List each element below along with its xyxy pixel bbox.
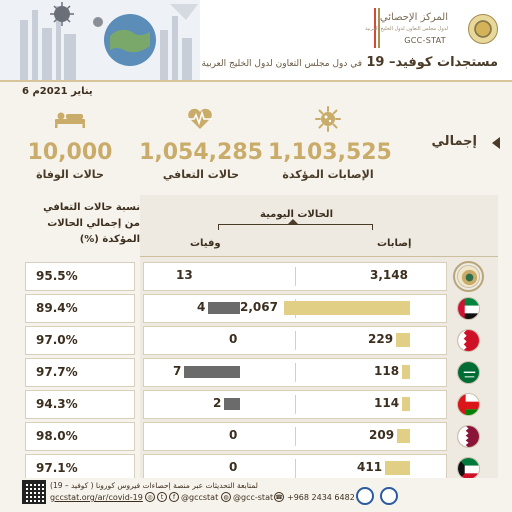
deaths-value: 0 bbox=[229, 460, 238, 474]
recovered-total: 1,054,285 bbox=[139, 140, 263, 165]
recovery-rate-value: 97.1% bbox=[36, 461, 78, 475]
confirmed-label: الإصابات المؤكدة bbox=[282, 168, 374, 181]
deaths-value: 7 bbox=[173, 364, 182, 378]
cases-bar bbox=[385, 461, 410, 475]
footer-url-link[interactable]: gccstat.org/ar/covid-19 bbox=[50, 493, 143, 502]
header-banner bbox=[0, 0, 512, 82]
report-date: 6 يناير 2021م bbox=[22, 86, 93, 97]
column-separator bbox=[295, 331, 296, 350]
org-name-ar: المركز الإحصائي bbox=[379, 12, 448, 23]
footer-note: لمتابعة التحديثات عبر منصة إحصاءات فيروس كورونا ( كوفيد – 19) bbox=[50, 481, 258, 490]
table-row bbox=[0, 358, 512, 387]
cases-bar bbox=[402, 397, 410, 411]
partner-badge-icon bbox=[356, 487, 374, 505]
table-row bbox=[0, 422, 512, 451]
phone-icon[interactable]: ☎ bbox=[275, 494, 283, 501]
header-bracket bbox=[218, 224, 373, 230]
deaths-value: 0 bbox=[229, 428, 238, 442]
website-icon[interactable]: ◍ bbox=[221, 492, 231, 502]
recovery-rate-value: 95.5% bbox=[36, 269, 78, 283]
pointer-triangle-icon bbox=[492, 137, 500, 149]
recovery-rate-value: 97.0% bbox=[36, 333, 78, 347]
recovery-rate-header: نسبة حالات التعافي من إجمالي الحالات المؤكدة (%) bbox=[43, 202, 140, 245]
recovered-label: حالات التعافي bbox=[162, 168, 240, 181]
recovery-rate-cell bbox=[25, 326, 135, 355]
cases-value: 229 bbox=[368, 332, 394, 346]
facebook-icon[interactable]: f bbox=[169, 492, 179, 502]
phone-number: +968 2434 6482 bbox=[287, 493, 355, 502]
deaths-value: 2 bbox=[213, 396, 222, 410]
twitter-icon[interactable]: t bbox=[157, 492, 167, 502]
recovery-rate-cell bbox=[25, 358, 135, 387]
cases-bar bbox=[397, 429, 410, 443]
partner-badge-icon bbox=[380, 487, 398, 505]
deaths-value: 13 bbox=[176, 268, 193, 282]
table-row bbox=[0, 262, 512, 291]
website-handle: @gcc-stat bbox=[233, 493, 274, 502]
page-subtitle: في دول مجلس التعاون لدول الخليج العربية bbox=[201, 59, 362, 69]
recovery-rate-value: 94.3% bbox=[36, 397, 78, 411]
table-row bbox=[0, 326, 512, 355]
column-separator bbox=[295, 363, 296, 382]
confirmed-total: 1,103,525 bbox=[268, 140, 392, 165]
qr-code-icon bbox=[22, 480, 46, 504]
cases-value: 3,148 bbox=[370, 268, 408, 282]
deaths-label: حالات الوفاة bbox=[36, 168, 104, 181]
instagram-icon[interactable]: ◎ bbox=[145, 492, 155, 502]
patient-bed-icon bbox=[50, 104, 90, 134]
header-rule bbox=[140, 256, 498, 257]
virus-icon bbox=[308, 104, 348, 134]
recovery-rate-value: 98.0% bbox=[36, 429, 78, 443]
recovery-rate-cell bbox=[25, 422, 135, 451]
gcc-flag-icon bbox=[457, 265, 480, 288]
column-separator bbox=[295, 427, 296, 446]
cases-value: 114 bbox=[374, 396, 400, 410]
recovery-rate-cell bbox=[25, 390, 135, 419]
deaths-column-header: وفيات bbox=[190, 238, 221, 249]
cases-value: 2,067 bbox=[240, 300, 278, 314]
deaths-bar bbox=[208, 302, 240, 314]
table-row bbox=[0, 294, 512, 323]
kuwait-flag-icon bbox=[457, 457, 480, 480]
org-name-en: GCC-STAT bbox=[404, 36, 446, 45]
gcc-stat-logo bbox=[358, 6, 498, 56]
social-handle: @gccstat bbox=[181, 493, 219, 502]
deaths-bar bbox=[224, 398, 240, 410]
cases-bar bbox=[396, 333, 410, 347]
saudi-arabia-flag-icon bbox=[457, 361, 480, 384]
bahrain-flag-icon bbox=[457, 329, 480, 352]
gcc-seal-icon bbox=[468, 14, 498, 44]
recovery-rate-value: 97.7% bbox=[36, 365, 78, 379]
org-subtitle-ar: لدول مجلس التعاون لدول الخليج العربية bbox=[365, 26, 448, 32]
cases-value: 411 bbox=[357, 460, 383, 474]
recovery-rate-cell bbox=[25, 294, 135, 323]
deaths-value: 4 bbox=[197, 300, 206, 314]
heartbeat-icon bbox=[180, 104, 220, 134]
deaths-total: 10,000 bbox=[27, 140, 113, 165]
recovery-rate-cell bbox=[25, 262, 135, 291]
cases-value: 118 bbox=[374, 364, 400, 378]
cases-column-header: إصابات bbox=[377, 238, 412, 249]
recovery-rate-value: 89.4% bbox=[36, 301, 78, 315]
skyline-virus-illustration bbox=[0, 0, 200, 82]
uae-flag-icon bbox=[457, 297, 480, 320]
oman-flag-icon bbox=[457, 393, 480, 416]
header-divider bbox=[0, 80, 512, 82]
qatar-flag-icon bbox=[457, 425, 480, 448]
page-title: مستجدات كوفيد– 19 bbox=[366, 55, 498, 70]
column-separator bbox=[295, 395, 296, 414]
cases-value: 209 bbox=[369, 428, 395, 442]
column-separator bbox=[295, 459, 296, 478]
total-label: إجمالي bbox=[431, 134, 477, 149]
deaths-value: 0 bbox=[229, 332, 238, 346]
cases-bar bbox=[284, 301, 410, 315]
table-row bbox=[0, 390, 512, 419]
daily-cases-header: الحالات اليومية bbox=[260, 209, 333, 220]
column-separator bbox=[295, 267, 296, 286]
cases-bar bbox=[402, 365, 410, 379]
deaths-bar bbox=[184, 366, 240, 378]
